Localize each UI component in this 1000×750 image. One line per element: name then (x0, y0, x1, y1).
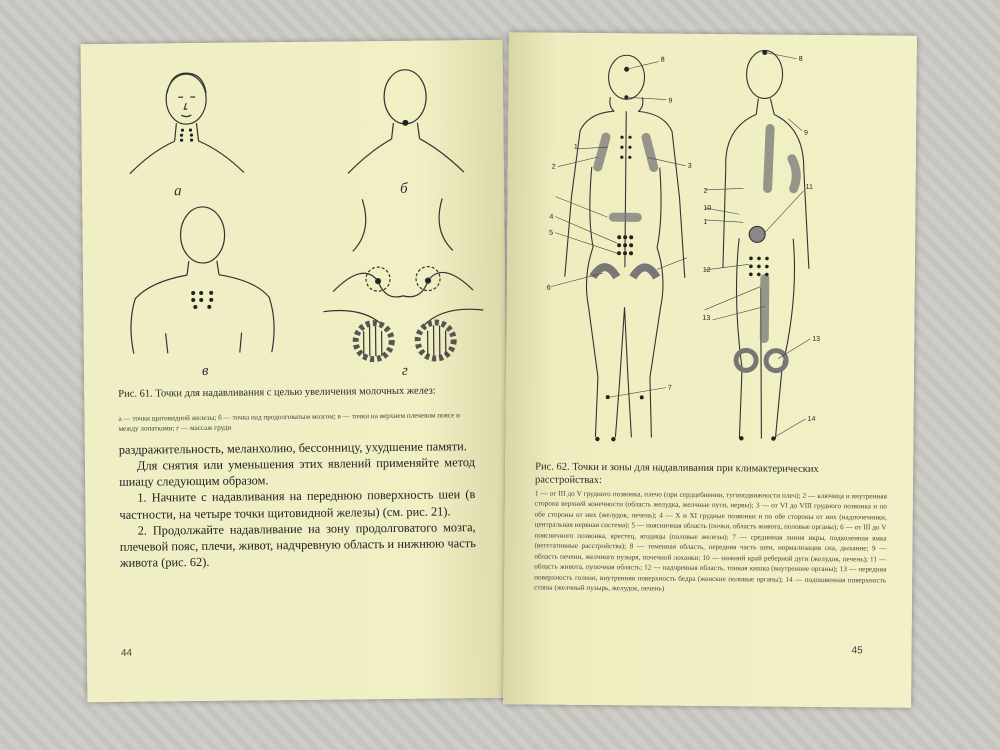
figure-61-caption-detail: а — точки щитовидной железы; б — точка над продолговатым мозгом; в — точки на верхнем плечевом поясе и между лопатками; г — массаж груди (118, 411, 460, 434)
figure-v-upper-back (120, 202, 282, 364)
page-number-right: 45 (851, 645, 863, 657)
figure-label-g: г (401, 362, 408, 379)
front-label-10: 10 (703, 204, 712, 213)
front-label-14: 14 (807, 415, 816, 423)
front-label-12: 12 (702, 266, 711, 275)
front-label-8: 8 (798, 55, 803, 63)
paragraph-2: Для снятия или уменьшения этих явлений применяйте метод шиацу следующим образом. (119, 455, 476, 490)
figure-62-caption-detail: 1 — от III до V грудного позвонка, плечо (при сердцебиении, тугоподвижности плеч); 2 — ключица и внутренняя сторона верхней конечности (область желудка, желчные пути, нервы); 3 — от VI до VIII грудного позвонка и по обе стороны от них (желудок, печень); 4 — X и XI грудные позвонки и по обе стороны от них (надпочечники, центральная нервная система); 5 — поясничная область (почки, область живота, половые органы); 6 — от III до V поясничного позвонка, крестец, ягодицы (половые железы); 7 — срединная линия икры, подколенная ямка (вегетативные расстройства); 8 — теменная область, передняя часть шеи, нормализация сна, дыхание; 9 — область печени, желчного пузыря, почечной лоханки; 10 — нижний край реберной дуги (желудок, печень); 11 — область живота, пупочная область; 12 — надчревная область, тонкая кишка (внутренние органы); 13 — передняя поверхность голени, внутренняя поверхность бедра (женские половые органы); 14 — подошвенная поверхность стопы (желчный пузырь, желудок, печень) (534, 489, 887, 593)
figure-b-back-head (339, 60, 470, 181)
front-label-9: 9 (804, 129, 809, 137)
figure-g-breast-massage (322, 190, 484, 367)
figure-label-b: б (400, 180, 408, 197)
figure-a-front-neck (121, 62, 252, 183)
front-label-13a: 13 (702, 314, 711, 323)
figure-62-caption-title: Рис. 62. Точки и зоны для надавливания при климактерических расстройствах: (534, 461, 819, 487)
page-number-left: 44 (120, 647, 133, 659)
figure-62-back-view (545, 47, 712, 458)
figure-62-front-view (701, 38, 905, 460)
back-label-3: 3 (687, 162, 692, 170)
back-label-4: 4 (549, 213, 554, 221)
figure-61-caption-title: Рис. 61. Точки для надавливания с целью увеличения молочных желез: (118, 385, 436, 400)
back-label-9: 9 (668, 97, 673, 105)
back-label-1: 1 (573, 143, 578, 151)
paragraph-4: 2. Продолжайте надавливание на зону продолговатого мозга, плечевой пояс, плечи, живот, надчревную область и нижнюю часть живота (рис. 62). (119, 519, 476, 570)
figure-label-v: в (201, 362, 209, 379)
paragraph-3: 1. Начните с надавливания на переднюю поверхность шеи (в частности, на четыре точки щитовидной железы) (см. рис. 21). (119, 487, 476, 522)
front-label-13b: 13 (812, 335, 821, 343)
back-label-2: 2 (551, 163, 556, 171)
back-label-8: 8 (660, 56, 665, 64)
left-page-text (119, 438, 476, 571)
left-page (81, 40, 510, 702)
back-label-5: 5 (549, 229, 554, 237)
front-label-2: 2 (703, 187, 708, 195)
figure-label-a: а (174, 183, 182, 200)
paragraph-1: раздражительность, меланхолию, бессонницу, ухудшение памяти. (118, 439, 467, 457)
front-label-1: 1 (703, 218, 708, 226)
right-page (503, 32, 917, 708)
back-label-6: 6 (546, 284, 551, 292)
front-label-11: 11 (805, 183, 813, 191)
back-label-7: 7 (667, 384, 672, 392)
